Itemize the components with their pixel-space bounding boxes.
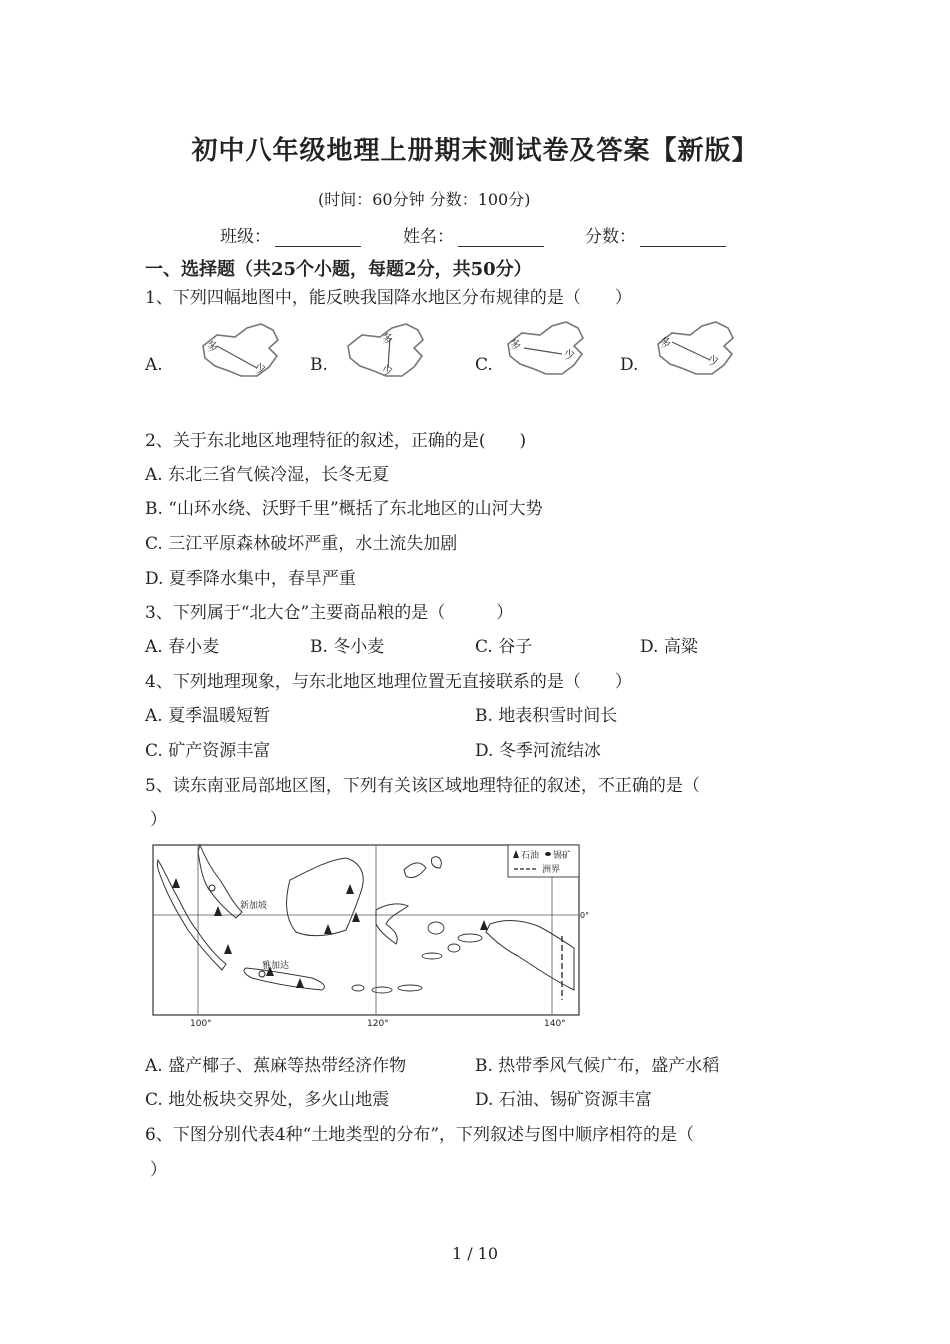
q2-option-a[interactable]: A. 东北三省气候冷湿，长冬无夏 [145,465,390,485]
map-label-more: 多 [660,336,671,349]
legend-tin-icon [545,852,551,856]
q3-stem: 3、下列属于“北大仓”主要商品粮的是（ ） [145,603,514,623]
class-field [220,222,361,247]
map-label-less: 少 [382,364,393,377]
q3-option-d[interactable]: D. 高粱 [640,637,698,657]
lat-0: 0° [580,911,590,920]
class-label: 班级： [220,227,271,247]
q1-map-b [340,320,440,382]
lon-120: 120° [367,1019,389,1029]
page-title: 初中八年级地理上册期末测试卷及答案【新版】 [191,136,759,166]
map-label-less: 少 [708,354,719,367]
q5-option-c[interactable]: C. 地处板块交界处，多火山地震 [145,1090,390,1110]
q2-stem: 2、关于东北地区地理特征的叙述，正确的是( ) [145,431,527,451]
q1-map-c [500,318,595,380]
q1-option-a[interactable]: A. [145,355,163,375]
name-blank[interactable] [458,230,544,247]
arrow-line [524,348,562,354]
q5-stem-end: ） [150,810,167,830]
map-label-more: 多 [207,340,218,353]
score-blank[interactable] [640,230,726,247]
map-label-less: 少 [255,362,266,375]
q4-stem: 4、下列地理现象，与东北地区地理位置无直接联系的是（ ） [145,672,632,692]
lon-140: 140° [544,1019,566,1029]
map-label-more: 多 [382,332,393,345]
southeast-asia-map [150,840,590,1030]
q5-stem: 5、读东南亚局部地区图，下列有关该区域地理特征的叙述，不正确的是（ [145,776,700,796]
q2-option-d[interactable]: D. 夏季降水集中，春旱严重 [145,569,356,589]
score-label: 分数： [585,227,636,247]
name-label: 姓名： [403,227,454,247]
page-number: 1 / 10 [451,1244,499,1263]
q3-option-a[interactable]: A. 春小麦 [145,637,220,657]
q1-option-d[interactable]: D. [620,355,639,375]
jakarta-label: 雅加达 [262,961,290,971]
q1-option-c[interactable]: C. [475,355,493,375]
score-field [585,222,726,247]
q3-option-b[interactable]: B. 冬小麦 [310,637,385,657]
q6-stem: 6、下图分别代表4种“土地类型的分布”，下列叙述与图中顺序相符的是（ [145,1125,695,1145]
lon-100: 100° [190,1019,212,1029]
map-label-more: 多 [510,338,521,351]
q5-option-d[interactable]: D. 石油、锡矿资源丰富 [475,1090,652,1110]
arrow-line [217,346,257,368]
q1-map-d [650,318,745,380]
exam-time-score: (时间：60分钟 分数：100分) [318,190,531,209]
q2-option-b[interactable]: B. “山环水绕、沃野千里”概括了东北地区的山河大势 [145,499,543,519]
singapore-label: 新加坡 [240,901,268,911]
q3-option-c[interactable]: C. 谷子 [475,637,533,657]
q4-option-d[interactable]: D. 冬季河流结冰 [475,741,601,761]
class-blank[interactable] [275,230,361,247]
q5-option-a[interactable]: A. 盛产椰子、蕉麻等热带经济作物 [145,1056,407,1076]
q4-option-a[interactable]: A. 夏季温暖短暂 [145,706,271,726]
name-field [403,222,544,247]
legend-tin: 锡矿 [553,851,572,861]
q6-stem-end: ） [150,1160,167,1180]
map-label-less: 少 [564,348,575,361]
q2-option-c[interactable]: C. 三江平原森林破坏严重，水土流失加剧 [145,534,458,554]
legend-boundary: 洲界 [542,865,561,875]
arrow-line [672,342,710,360]
q5-option-b[interactable]: B. 热带季风气候广布，盛产水稻 [475,1056,720,1076]
q4-option-c[interactable]: C. 矿产资源丰富 [145,741,271,761]
q1-option-b[interactable]: B. [310,355,328,375]
section-heading: 一、选择题（共25个小题，每题2分，共50分） [145,259,532,280]
q4-option-b[interactable]: B. 地表积雪时间长 [475,706,618,726]
q1-map-a [195,320,290,382]
legend-oil: 石油 [521,851,540,861]
q1-stem: 1、下列四幅地图中，能反映我国降水地区分布规律的是（ ） [145,288,632,308]
